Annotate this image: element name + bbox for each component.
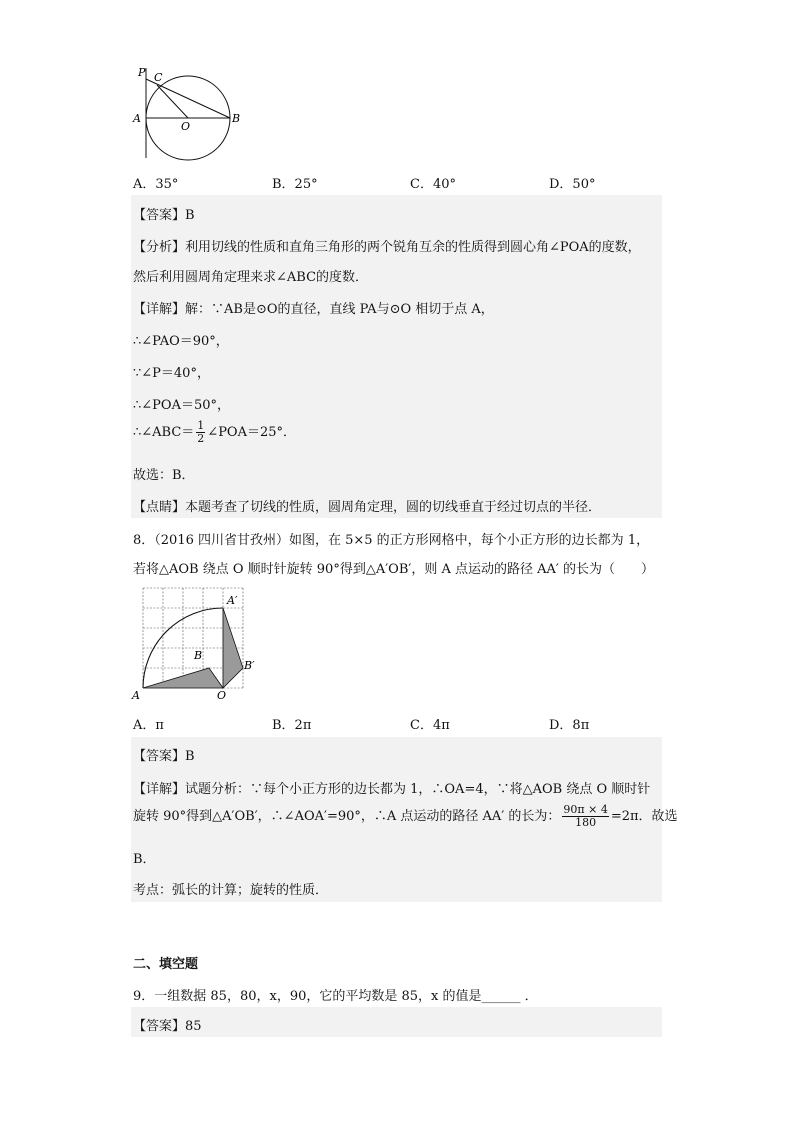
q8-stem-line2: 若将△AOB 绕点 O 顺时针旋转 90°得到△A′OB′，则 A 点运动的路径 AA′ 的长为（ ）: [133, 562, 654, 577]
q7-analysis-line2: 然后利用圆周角定理来求∠ABC的度数．: [133, 270, 369, 285]
q7-detail-line2: ∴∠PAO＝90°，: [133, 334, 229, 349]
q7-option-c: C．40°: [410, 177, 456, 192]
fraction-numerator: 1: [197, 419, 205, 432]
q7-detail5-post: ∠POA＝25°．: [207, 425, 297, 440]
q7-answer: 【答案】B: [133, 208, 195, 223]
q8-detail-line1: 【详解】试题分析：∵每个小正方形的边长都为 1，∴OA=4，∵将△AOB 绕点 O 顺时针: [133, 782, 651, 797]
q8-option-b: B．2π: [272, 718, 312, 733]
q7-detail-line5: [133, 420, 296, 445]
q7-option-a: A．35°: [133, 177, 179, 192]
fraction-denominator: 180: [575, 816, 597, 829]
q9-solution-block: [131, 1007, 662, 1037]
q8-detail2-pre: 旋转 90°得到△A′OB′，∴∠AOA′=90°，∴A 点运动的路径 AA′ 的长为：: [133, 809, 561, 824]
q8-option-a: A．π: [133, 718, 164, 733]
label-a-prime: A′: [227, 594, 238, 607]
q7-option-d: D．50°: [549, 177, 596, 192]
q8-detail2-post: =2π．故选: [610, 809, 678, 824]
segment-oc: [157, 85, 188, 118]
q7-comment: 【点睛】本题考查了切线的性质，圆周角定理，圆的切线垂直于经过切点的半径．: [133, 500, 602, 515]
q7-analysis-line1: 【分析】利用切线的性质和直角三角形的两个锐角互余的性质得到圆心角∠POA的度数，: [133, 240, 641, 255]
grid-rotation-figure: [130, 585, 265, 705]
q8-detail-line3: B．: [133, 852, 156, 867]
label-p: P: [138, 66, 146, 79]
section-title: 二、填空题: [133, 957, 199, 972]
q7-choose: 故选：B．: [133, 468, 195, 483]
q9-answer: 【答案】85: [133, 1019, 202, 1034]
label-c: C: [154, 71, 163, 84]
fraction-numerator: 90π × 4: [563, 803, 608, 816]
q9-stem: 9．一组数据 85，80，x，90，它的平均数是 85，x 的值是______ ．: [133, 989, 538, 1004]
label-o: O: [217, 689, 227, 702]
q8-option-c: C．4π: [410, 718, 450, 733]
q7-detail-line3: ∵∠P＝40°，: [133, 366, 210, 381]
q7-detail5-pre: ∴∠ABC＝: [133, 425, 195, 440]
label-a: A: [133, 112, 141, 125]
segment-pb: [146, 79, 230, 118]
label-o: O: [181, 120, 191, 133]
circle-tangent-figure: [130, 62, 250, 162]
label-b: B: [232, 112, 241, 125]
label-b: B: [194, 649, 203, 662]
q7-detail-line1: 【详解】解：∵AB是⊙O的直径，直线 PA与⊙O 相切于点 A，: [133, 302, 494, 317]
q8-stem-line1: 8．（2016 四川省甘孜州）如图，在 5×5 的正方形网格中，每个小正方形的边长都为 1，: [133, 533, 650, 548]
fraction-one-half: [196, 420, 205, 445]
fraction-arc-length: [562, 804, 608, 829]
triangle-aob-rotated: [223, 608, 243, 688]
q8-kaodian: 考点：弧长的计算；旋转的性质．: [133, 883, 329, 898]
label-b-prime: B′: [244, 659, 255, 672]
q7-option-b: B．25°: [272, 177, 318, 192]
q7-detail-line4: ∴∠POA＝50°，: [133, 398, 230, 413]
q8-answer: 【答案】B: [133, 749, 195, 764]
q8-option-d: D．8π: [549, 718, 590, 733]
triangle-aob: [143, 668, 223, 688]
q8-detail-line2: [133, 804, 678, 829]
label-a: A: [132, 689, 140, 702]
fraction-denominator: 2: [197, 432, 205, 445]
